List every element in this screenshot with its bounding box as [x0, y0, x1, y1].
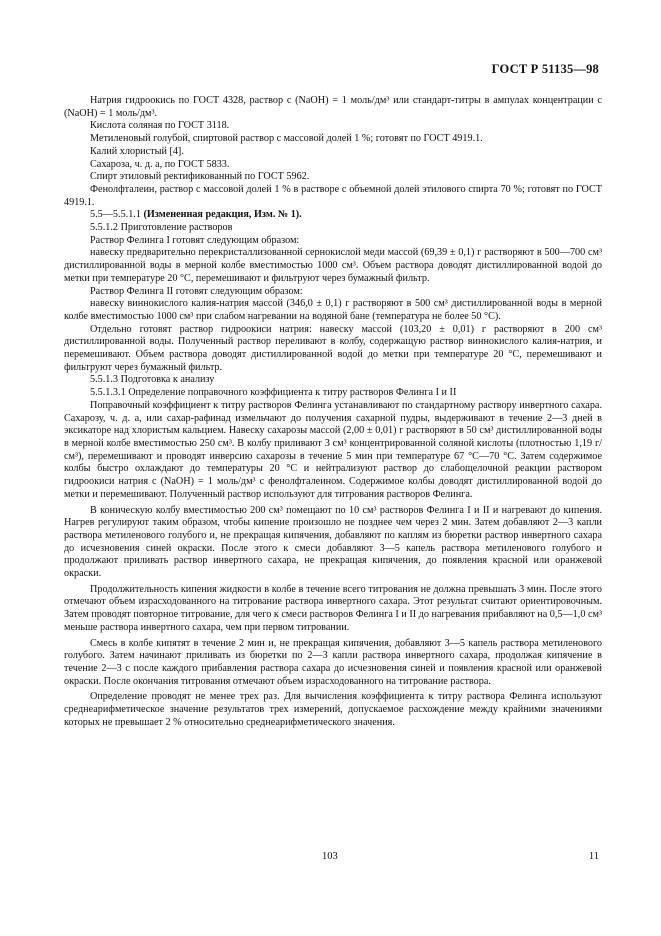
- section-heading-preparation: 5.5.1.3 Подготовка к анализу: [90, 374, 215, 386]
- paragraph-naoh: Натрия гидроокись по ГОСТ 4328, раствор c (NaOH) = 1 моль/дм³ или стандарт-титры в ампулах концентрации c (NaOH) = 1 моль/дм³.: [64, 95, 602, 119]
- page-number: 103: [322, 851, 338, 862]
- section-number: 5.5—5.5.1.1: [90, 209, 144, 221]
- paragraph-hcl: Кислота соляная по ГОСТ 3118.: [90, 120, 230, 132]
- paragraph-fehling-1-intro: Раствор Фелинга I готовят следующим образом:: [90, 234, 300, 246]
- paragraph-naoh-solution: Отдельно готовят раствор гидроокиси натрия: навеску массой (103,20 ± 0,01) г растворяют в 200 см³ дистиллированной воды. Полученный раствор переливают в колбу, содержащую раствор виннокислого калия-натрия, и перемешивают. Объем раствора доводят дистиллированной водой до метки при температуре 20 °С, перемешивают и фильтруют через бумажный фильтр.: [64, 323, 602, 373]
- paragraph-fehling-1-method: навеску предварительно перекристаллизованной сернокислой меди массой (69,39 ± 0,1) г растворяют в 500—700 см³ дистиллированной воды в мерной колбе вместимостью 1000 см³. Объем раствора доводят дистиллированной водой до метки при температуре 20 °С, перемешивают и фильтруют через бумажный фильтр.: [64, 247, 602, 284]
- paragraph-boiling-duration: Продолжительность кипения жидкости в колбе в течение всего титрования не должна превышать 3 мин. После этого отмечают объем израсходованного на титрование раствора инвертного сахара. Этот результат считают ориентировочным. Затем проводят повторное титрование, для чего к смеси растворов Фелинга I и II до нагревания прибавляют на 0,5—1,0 см³ меньше раствора инвертного сахара, чем при первом титровании.: [64, 583, 602, 633]
- paragraph-ethanol: Спирт этиловый ректификованный по ГОСТ 5962.: [90, 171, 310, 183]
- paragraph-kcl: Калий хлористый [4].: [90, 145, 184, 157]
- document-code: ГОСТ Р 51135—98: [491, 62, 599, 76]
- paragraph-titration-first: В коническую колбу вместимостью 200 см³ помещают по 10 см³ растворов Фелинга I и II и нагревают до кипения. Нагрев регулируют таким образом, чтобы кипение произошло не позднее чем через 2 мин. Затем добавляют 2—3 капли раствора метиленового голубого и, не прекращая кипячения, добавляют по каплям из бюретки раствор инвертного сахара до исчезновения синей окраски. После этого к смеси добавляют 3—5 капель раствора метиленового голубого и продолжают приливать раствор инвертного сахара, не прекращая кипячения, до появления красной или оранжевой окраски.: [64, 504, 602, 580]
- revision-note: (Измененная редакция, Изм. № 1).: [143, 209, 302, 221]
- paragraph-phenolphthalein: Фенолфталеин, раствор с массовой долей 1 % в растворе с объемной долей этилового спирта 70 %; готовят по ГОСТ 4919.1.: [64, 183, 602, 208]
- paragraph-sucrose: Сахароза, ч. д. а, по ГОСТ 5833.: [90, 158, 230, 170]
- paragraph-fehling-2-method: навеску виннокислого калия-натрия массой (346,0 ± 0,1) г растворяют в 500 см³ дистиллированной воды в мерной колбе вместимостью 1000 см³ при слабом нагревании на водяной бане (температура не более 50 °С).: [64, 298, 602, 322]
- paragraph-determination: Определение проводят не менее трех раз. Для вычисления коэффициента к титру раствора Фелинга используют среднеарифметическое значение результатов трех измерений, допускаемое расхождение между крайними значениями которых не превышает 2 % относительно среднеарифметического значения.: [64, 691, 602, 728]
- paragraph-methylene-blue: Метиленовый голубой, спиртовой раствор с массовой долей 1 %; готовят по ГОСТ 4919.1.: [90, 133, 483, 145]
- paragraph-invert-sugar: Поправочный коэффициент к титру растворов Фелинга устанавливают по стандартному раствору инвертного сахара. Сахарозу, ч. д. а, или сахар-рафинад измельчают до получения сахарной пудры, выдерживают в течение 2—3 дней в эксикаторе над хлористым кальцием. Навеску сахарозы массой (2,00 ± 0,01) г растворяют в 50 см³ дистиллированной воды в мерной колбе вместимостью 250 см³. В колбу приливают 3 см³ концентрированной соляной кислоты (плотностью 1,19 г/см³), перемешивают и проводят инверсию сахарозы в течение 5 мин при температуре 67 °С—70 °С. Затем содержимое колбы быстро охлаждают до температуры 20 °С и нейтрализуют раствор до слабощелочной реакции раствором гидроокиси натрия c (NaOH) = 1 моль/дм³ с фенолфталеином. Содержимое колбы доводят дистиллированной водой до метки и перемешивают. Полученный раствор используют для титрования растворов Фелинга.: [64, 399, 602, 500]
- section-heading-solutions: 5.5.1.2 Приготовление растворов: [90, 222, 233, 234]
- section-heading-correction: 5.5.1.3.1 Определение поправочного коэффициента к титру растворов Фелинга I и II: [90, 387, 457, 399]
- paragraph-titration-repeat: Смесь в колбе кипятят в течение 2 мин и, не прекращая кипячения, добавляют 3—5 капель раствора метиленового голубого. Затем начинают приливать из бюретки по 2—3 капли раствора инвертного сахара, продолжая кипячение в течение 2—3 с после каждого прибавления раствора сахара до исчезновения синей и появления красной или оранжевой окраски. После окончания титрования отмечают объем израсходованного на титрование раствора.: [64, 637, 602, 687]
- paragraph-fehling-2-intro: Раствор Фелинга II готовят следующим образом:: [90, 285, 303, 297]
- sheet-number: 11: [588, 851, 599, 862]
- section-revision: [64, 209, 602, 222]
- document-body: [64, 95, 602, 729]
